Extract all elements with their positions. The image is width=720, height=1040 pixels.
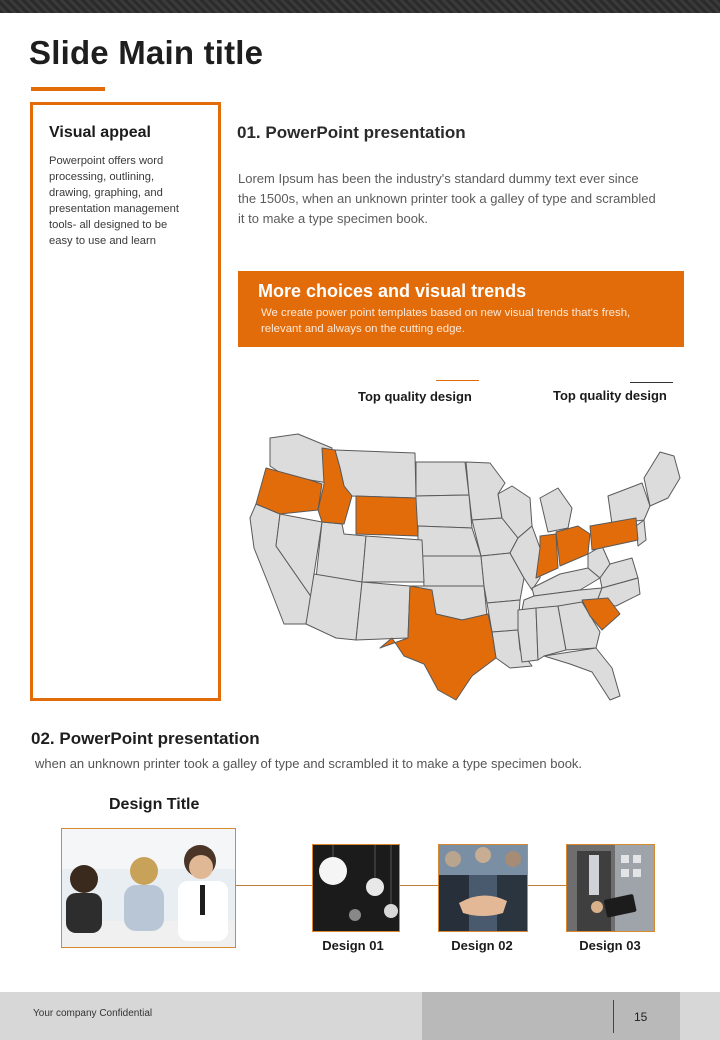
section2-text: when an unknown printer took a galley of type and scrambled it to make a type specimen book. [35, 756, 583, 771]
design-01-caption: Design 01 [322, 938, 384, 953]
design-title: Design Title [109, 796, 200, 813]
map-state-colorado [362, 536, 424, 582]
business-team-photo [61, 828, 236, 948]
map-state-kansas [422, 556, 484, 586]
visual-appeal-text: Powerpoint offers word processing, outlining, drawing, graphing, and presentation management tools- all designed to be easy to use and learn [49, 155, 179, 247]
footer-confidential: Your company Confidential [33, 1008, 153, 1019]
footer [0, 992, 720, 1040]
banner-text: We create power point templates based on new visual trends that's fresh, relevant and always on the cutting edge. [261, 307, 631, 335]
design-02-caption: Design 02 [451, 938, 513, 953]
map-state-new-mexico [356, 582, 410, 640]
map-state-nebraska [418, 526, 481, 556]
map-state-arkansas [487, 600, 520, 632]
map-state-pennsylvania [590, 518, 638, 550]
design-01-photo [312, 844, 400, 932]
trends-banner [238, 271, 684, 347]
visual-appeal-box [30, 102, 221, 701]
map-state-florida [544, 648, 620, 700]
section1-text: Lorem Ipsum has been the industry's standard dummy text ever since the 1500s, when an unknown printer took a galley of type and scrambled it to make a type specimen book. [238, 171, 656, 226]
map-state-indiana [536, 534, 558, 578]
footer-divider [613, 1000, 614, 1033]
design-03-photo [566, 844, 655, 932]
map-state-arizona [306, 574, 362, 640]
map-state-north-dakota [416, 462, 469, 496]
map-state-mississippi [518, 608, 538, 662]
label-1-line [436, 380, 479, 381]
page-number: 15 [634, 1010, 648, 1024]
map-state-new-york [608, 483, 650, 524]
section2-heading: 02. PowerPoint presentation [31, 729, 260, 748]
label-2: Top quality design [553, 388, 667, 403]
label-1: Top quality design [358, 389, 472, 404]
design-03-caption: Design 03 [579, 938, 641, 953]
map-state-new-england [644, 452, 680, 506]
map-state-ohio [556, 526, 590, 566]
label-2-line [630, 382, 673, 383]
map-state-minnesota [466, 462, 505, 520]
title-underline [31, 87, 105, 91]
top-band [0, 0, 720, 13]
usa-map [240, 428, 690, 706]
page-title: Slide Main title [29, 34, 264, 71]
design-02-photo [438, 844, 528, 932]
section1-heading: 01. PowerPoint presentation [237, 123, 466, 142]
map-state-south-dakota [416, 495, 472, 528]
banner-title: More choices and visual trends [258, 281, 527, 301]
map-state-michigan [540, 488, 572, 532]
visual-appeal-title: Visual appeal [49, 124, 151, 141]
map-state-wyoming [356, 496, 418, 536]
